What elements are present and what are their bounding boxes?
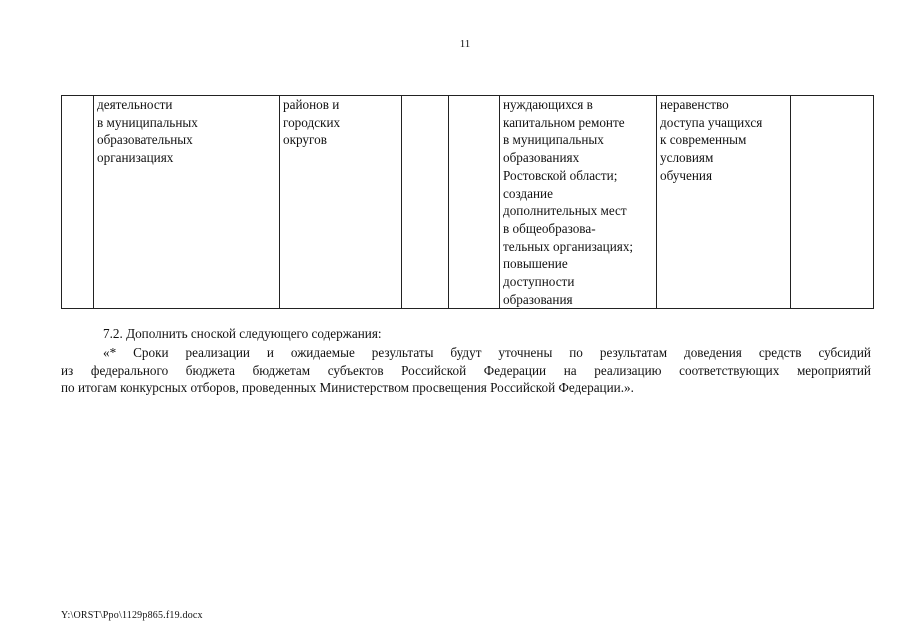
continuation-table <box>61 95 874 309</box>
paragraph-body <box>61 344 871 397</box>
page-number: 11 <box>459 38 471 50</box>
paragraph-line: из федерального бюджета бюджетам субъектов Российской Федерации на реализацию соответствующих мероприятий <box>61 362 871 378</box>
paragraph-line: «* Сроки реализации и ожидаемые результаты будут уточнены по результатам доведения средств субсидий <box>103 345 871 360</box>
table-row <box>62 96 874 309</box>
paragraph-heading: 7.2. Дополнить сноской следующего содержания: <box>103 326 382 341</box>
paragraph-line: по итогам конкурсных отборов, проведенных Министерством просвещения Российской Федерации.». <box>61 380 634 395</box>
table-cell-result: нуждающихся в капитальном ремонте в муниципальных образованиях Ростовской области; создание дополнительных мест в общеобразова- тельных организациях; повышение доступности образования <box>500 96 657 309</box>
table-cell-link <box>791 96 874 309</box>
table-cell-end <box>449 96 500 309</box>
table-cell-consequences: неравенство доступа учащихся к современным условиям обучения <box>657 96 791 309</box>
table-cell-start <box>402 96 449 309</box>
table-cell-activity: деятельности в муниципальных образовательных организациях <box>94 96 280 309</box>
table-cell-executors: районов и городских округов <box>280 96 402 309</box>
footer-file-path: Y:\ORST\Ppo\1129p865.f19.docx <box>61 610 203 621</box>
table-cell-number <box>62 96 94 309</box>
